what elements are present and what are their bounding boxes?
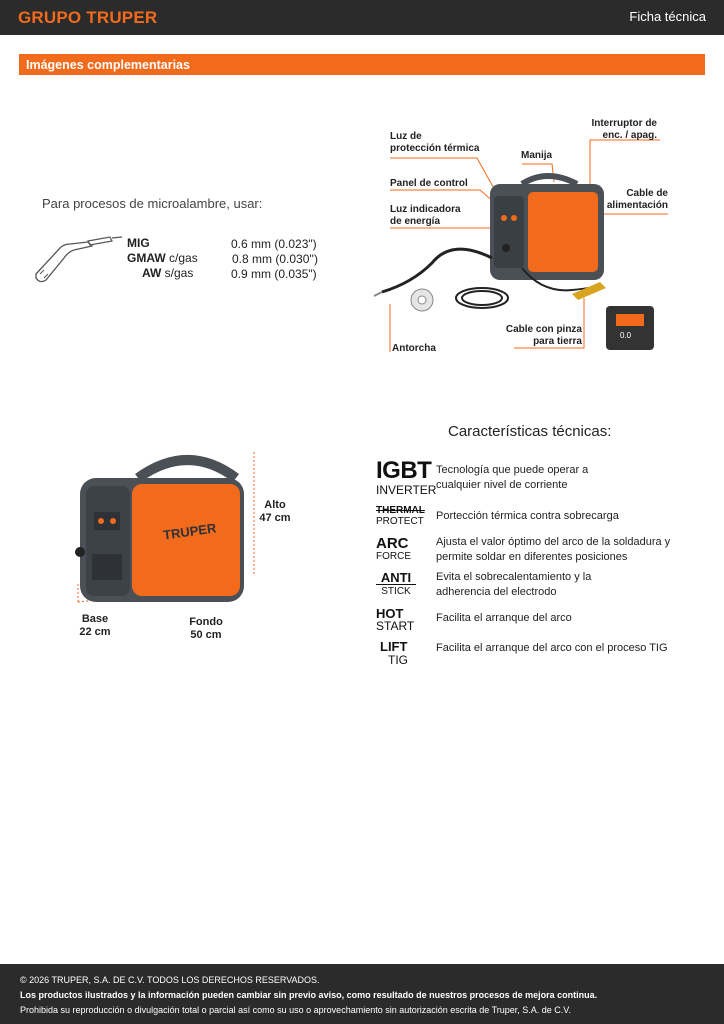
doc-type-label: Ficha técnica <box>629 9 706 24</box>
callout-antorcha: Antorcha <box>392 343 436 354</box>
footer-prohibition: Prohibida su reproducción o divulgación total o parcial así como su uso o aprovechamiento sin autorización escrita de Truper, S.A. de C.V. <box>20 1005 571 1015</box>
lift-tig-icon: LIFT TIG <box>380 639 408 667</box>
callout-cable-pinza: Cable con pinza para tierra <box>505 324 582 347</box>
feature-hot-start-desc: Facilita el arranque del arco <box>436 612 572 624</box>
callout-interruptor: Interruptor de enc. / apag. <box>591 118 657 141</box>
section-header <box>19 54 705 75</box>
feature-arc-desc: Ajusta el valor óptimo del arco de la soldadura y permite soldar en diferentes posiciones <box>436 536 671 563</box>
dim-fondo: Fondo 50 cm <box>189 616 223 641</box>
dim-alto: Alto 47 cm <box>259 499 291 524</box>
feature-thermal-desc: Portección térmica contra sobrecarga <box>436 510 619 522</box>
features-title: Características técnicas: <box>448 423 612 440</box>
brand-logo: GRUPO TRUPER <box>18 8 158 27</box>
svg-text:0.0: 0.0 <box>620 331 632 340</box>
top-header-bar <box>0 0 724 35</box>
mig-row-1-value: 0.6 mm (0.023") <box>231 237 317 251</box>
callout-luz-energia: Luz indicadora de energía <box>390 204 461 227</box>
callout-luz-proteccion: Luz de protección térmica <box>390 131 480 154</box>
footer-notice: Los productos ilustrados y la información pueden cambiar sin previo aviso, como resultado de nuestros procesos de mejora continua. <box>20 990 598 1000</box>
mig-row-2-value: 0.8 mm (0.030'') <box>232 252 318 266</box>
footer <box>0 964 724 1024</box>
machine-brand-label: TRUPER <box>162 520 218 543</box>
callout-manija: Manija <box>521 150 553 161</box>
mig-row-1-label: MIG <box>127 236 150 250</box>
footer-copyright: © 2026 TRUPER, S.A. DE C.V. TODOS LOS DERECHOS RESERVADOS. <box>20 975 320 985</box>
callout-panel-control: Panel de control <box>390 178 468 189</box>
hot-start-icon: HOT START <box>376 606 415 633</box>
feature-igbt-desc: Tecnología que puede operar a cualquier nivel de corriente <box>436 464 589 491</box>
dim-base: Base 22 cm <box>79 613 111 638</box>
section-title: Imágenes complementarias <box>26 58 190 72</box>
feature-anti-stick-desc: Evita el sobrecalentamiento y la adherencia del electrodo <box>436 571 592 598</box>
anti-stick-icon: ANTI STICK <box>376 571 432 597</box>
arc-force-icon: ARC FORCE <box>376 535 411 562</box>
mig-row-2-label: GMAW c/gas <box>127 251 198 265</box>
mig-row-3-label: AW s/gas <box>142 266 194 280</box>
mig-row-3-value: 0.9 mm (0.035") <box>231 267 317 281</box>
callout-cable-alimentacion: Cable de alimentación <box>606 188 668 211</box>
feature-lift-tig-desc: Facilita el arranque del arco con el proceso TIG <box>436 642 668 654</box>
thermal-protect-icon: THERMAL PROTECT <box>376 505 425 527</box>
mig-title: Para procesos de microalambre, usar: <box>42 196 263 211</box>
igbt-inverter-icon: IGBT INVERTER <box>376 457 437 497</box>
mig-torch-illustration <box>30 228 126 284</box>
